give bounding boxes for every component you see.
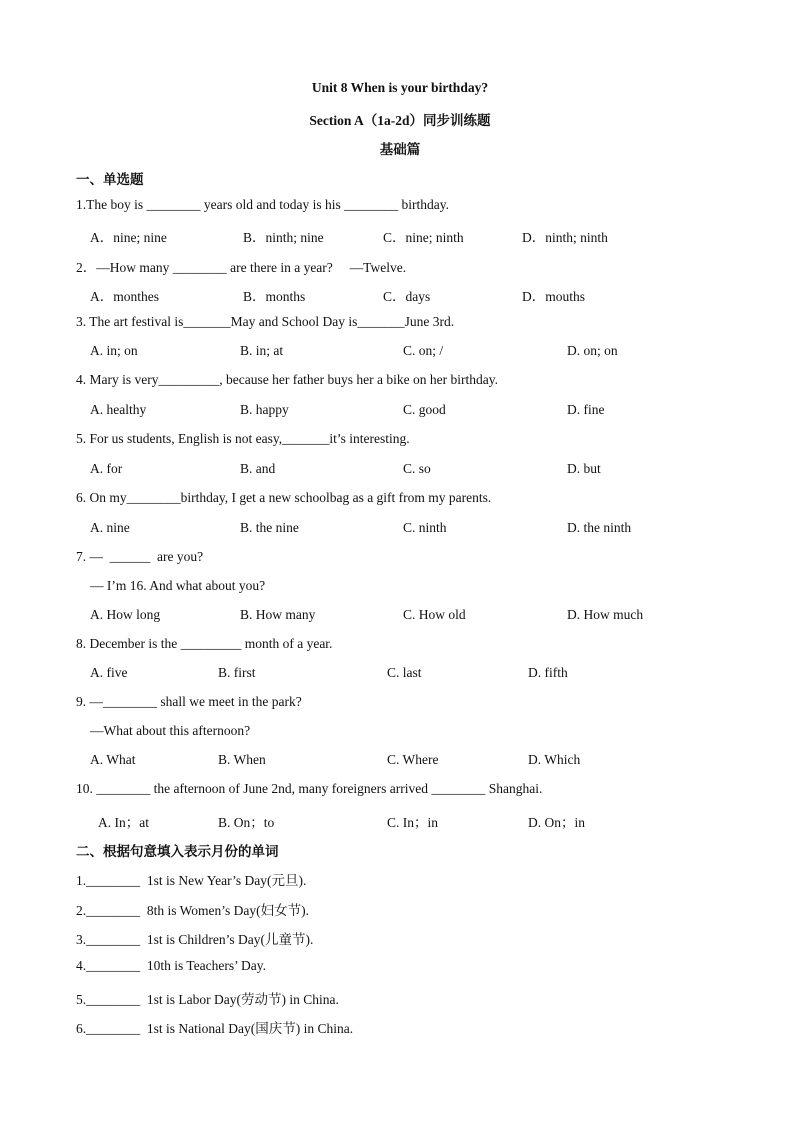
worksheet-subtitle: Section A（1a-2d）同步训练题 (309, 113, 491, 128)
question-stem: 7. — ______ are you? (76, 549, 204, 564)
fill-item: 3.________ 1st is Children’s Day(儿童节). (76, 932, 314, 947)
dialogue-response: — I’m 16. And what about you? (90, 578, 266, 593)
option-c: C. on; / (403, 343, 444, 358)
worksheet-title: Unit 8 When is your birthday? (311, 80, 489, 95)
fill-item: 4.________ 10th is Teachers’ Day. (76, 958, 267, 973)
option-a: A. In；at (98, 815, 149, 830)
dialogue-response: —What about this afternoon? (90, 723, 251, 738)
option-b: B. When (218, 752, 266, 767)
option-b: B. On；to (218, 815, 275, 830)
question-stem: 9. —________ shall we meet in the park? (76, 694, 302, 709)
option-c: C．days (383, 289, 431, 304)
worksheet-level: 基础篇 (379, 142, 421, 157)
section2-heading: 二、根据句意填入表示月份的单词 (76, 844, 279, 859)
option-a: A. nine (90, 520, 130, 535)
fill-item: 2.________ 8th is Women’s Day(妇女节). (76, 903, 310, 918)
question-stem: 3. The art festival is_______May and School Day is_______June 3rd. (76, 314, 455, 329)
section1-heading: 一、单选题 (76, 172, 144, 187)
option-c: C．nine; ninth (383, 230, 464, 245)
question-stem: 2．—How many ________ are there in a year? —Twelve. (76, 260, 407, 275)
option-b: B. first (218, 665, 256, 680)
question-stem: 1.The boy is ________ years old and today is his ________ birthday. (76, 197, 449, 212)
question-stem: 6. On my________birthday, I get a new schoolbag as a gift from my parents. (76, 490, 492, 505)
option-a: A. in; on (90, 343, 138, 358)
option-d: D. Which (528, 752, 581, 767)
option-c: C. How old (403, 607, 466, 622)
option-b: B. happy (240, 402, 289, 417)
option-a: A. What (90, 752, 136, 767)
option-b: B．months (243, 289, 306, 304)
fill-item: 1.________ 1st is New Year’s Day(元旦). (76, 873, 307, 888)
fill-item: 5.________ 1st is Labor Day(劳动节) in China. (76, 992, 339, 1007)
question-stem: 4. Mary is very_________, because her father buys her a bike on her birthday. (76, 372, 498, 387)
option-c: C. so (403, 461, 431, 476)
question-stem: 10. ________ the afternoon of June 2nd, many foreigners arrived ________ Shanghai. (76, 781, 543, 796)
option-a: A. How long (90, 607, 161, 622)
option-b: B．ninth; nine (243, 230, 324, 245)
option-d: D. On；in (528, 815, 585, 830)
option-d: D. but (567, 461, 601, 476)
option-c: C. In；in (387, 815, 439, 830)
question-stem: 5. For us students, English is not easy,_______it’s interesting. (76, 431, 410, 446)
option-d: D. on; on (567, 343, 618, 358)
option-b: B. and (240, 461, 276, 476)
option-d: D. How much (567, 607, 644, 622)
option-c: C. good (403, 402, 446, 417)
option-d: D. the ninth (567, 520, 632, 535)
question-stem: 8. December is the _________ month of a year. (76, 636, 333, 651)
fill-item: 6.________ 1st is National Day(国庆节) in China. (76, 1021, 354, 1036)
option-a: A. healthy (90, 402, 147, 417)
option-d: D．ninth; ninth (522, 230, 608, 245)
option-b: B. the nine (240, 520, 299, 535)
option-d: D. fifth (528, 665, 568, 680)
option-a: A. for (90, 461, 123, 476)
option-c: C. ninth (403, 520, 447, 535)
option-a: A. five (90, 665, 128, 680)
option-a: A．nine; nine (90, 230, 167, 245)
option-b: B. How many (240, 607, 316, 622)
option-d: D. fine (567, 402, 605, 417)
option-c: C. Where (387, 752, 439, 767)
option-c: C. last (387, 665, 422, 680)
option-a: A．monthes (90, 289, 159, 304)
option-d: D．mouths (522, 289, 586, 304)
option-b: B. in; at (240, 343, 284, 358)
